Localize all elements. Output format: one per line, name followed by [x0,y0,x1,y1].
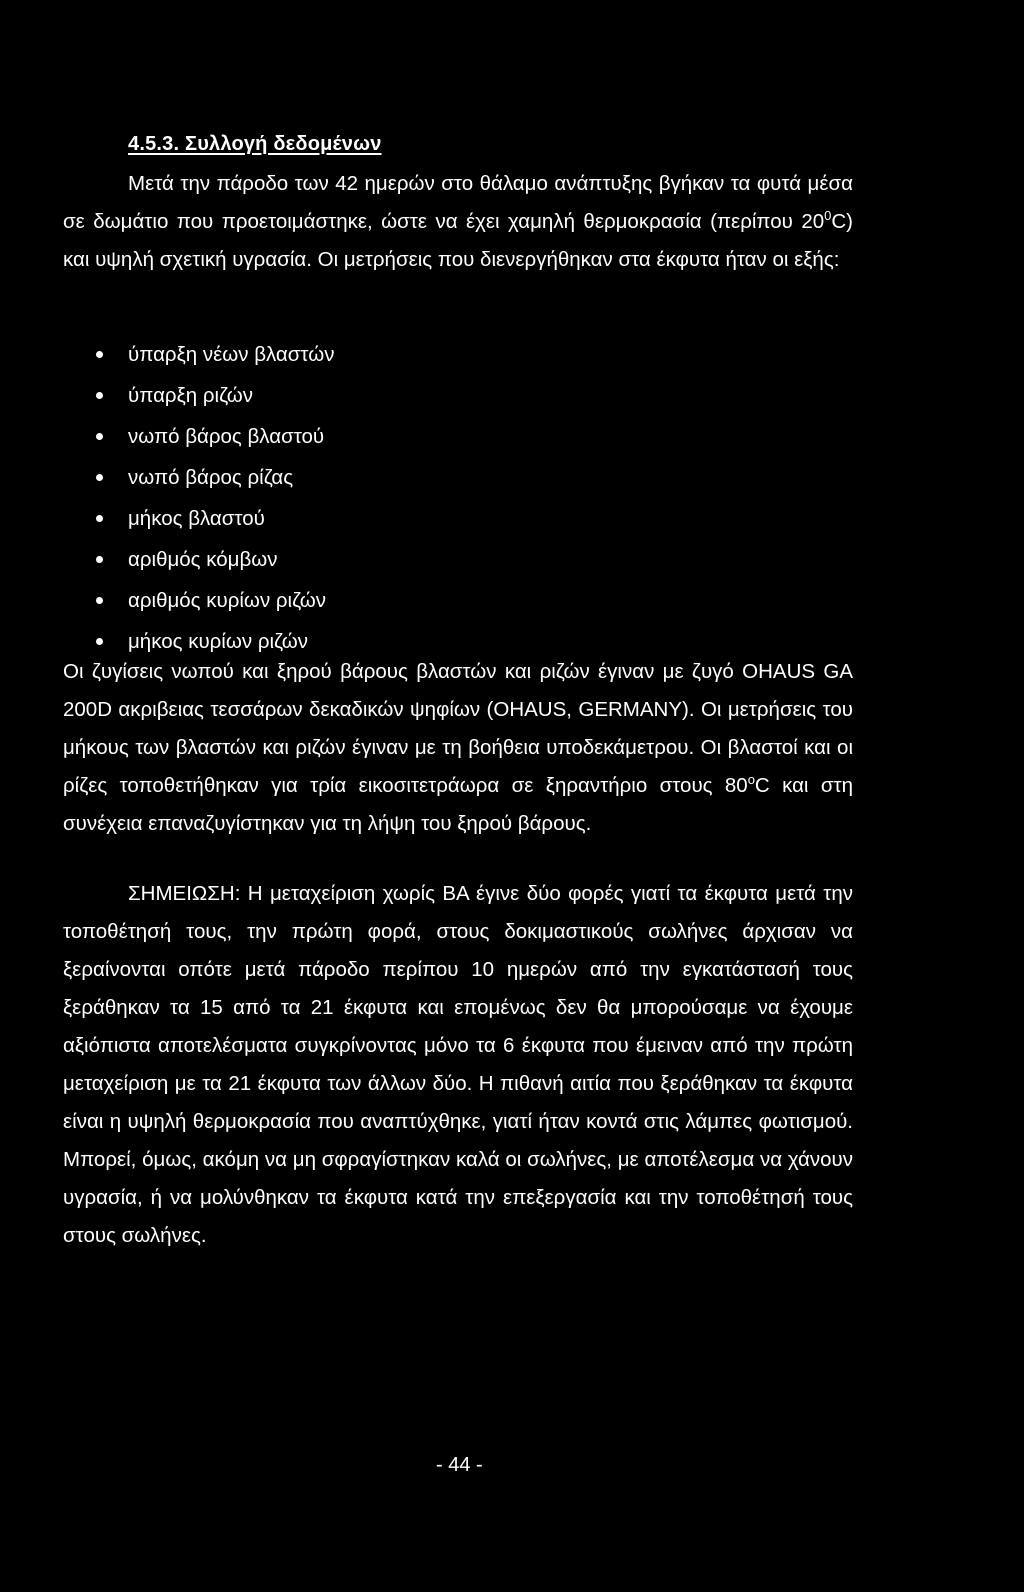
list-item-label: αριθμός κυρίων ριζών [128,589,327,612]
paragraph-intro-text-b: C) και υψηλή σχετική υγρασία. Οι μετρήσεις που διενεργήθηκαν στα έκφυτα ήταν οι εξής: [63,210,853,271]
list-item-label: αριθμός κόμβων [128,548,278,571]
paragraph-weighing [63,653,853,843]
list-item [90,457,335,498]
paragraph-note [63,875,853,1255]
list-item [90,498,335,539]
list-item [90,539,335,580]
list-item-label: μήκος βλαστού [128,507,265,530]
page-number: - 44 - [436,1454,483,1476]
bullet-icon [96,392,103,399]
list-item-label: ύπαρξη νέων βλαστών [128,343,335,366]
measurement-list [90,334,335,662]
paragraph-intro-text-a: Μετά την πάροδο των 42 ημερών στο θάλαμο ανάπτυξης βγήκαν τα φυτά μέσα σε δωμάτιο που προετοιμάστηκε, ώστε να έχει χαμηλή θερμοκρασία (περίπου 20 [63,172,853,233]
paragraph-intro [63,165,853,279]
bullet-icon [96,474,103,481]
list-item-label: ύπαρξη ριζών [128,384,253,407]
list-item [90,375,335,416]
bullet-icon [96,556,103,563]
bullet-icon [96,515,103,522]
list-item [90,416,335,457]
superscript-degree: o [747,772,755,787]
bullet-icon [96,351,103,358]
list-item [90,580,335,621]
list-item-label: μήκος κυρίων ριζών [128,630,308,653]
paragraph-note-text: ΣΗΜΕΙΩΣΗ: Η μεταχείριση χωρίς ΒΑ έγινε δύο φορές γιατί τα έκφυτα μετά την τοποθέτησή τους, την πρώτη φορά, στους δοκιμαστικούς σωλήνες άρχισαν να ξεραίνονται οπότε μετά πάροδο περίπου 10 ημερών από την εγκατάστασή τους ξεράθηκαν τα 15 από τα 21 έκφυτα και επομένως δεν θα μπορούσαμε να έχουμε αξιόπιστα αποτελέσματα συγκρίνοντας μόνο τα 6 έκφυτα που έμειναν από την πρώτη μεταχείριση με τα 21 έκφυτα των άλλων δύο. Η πιθανή αιτία που ξεράθηκαν τα έκφυτα είναι η υψηλή θερμοκρασία που αναπτύχθηκε, γιατί ήταν κοντά στις λάμπες φωτισμού. Μπορεί, όμως, ακόμη να μη σφραγίστηκαν καλά οι σωλήνες, με αποτέλεσμα να χάνουν υγρασία, ή να μολύνθηκαν τα έκφυτα κατά την επεξεργασία και την τοποθέτησή τους στους σωλήνες. [63,882,853,1247]
bullet-icon [96,638,103,645]
section-heading: 4.5.3. Συλλογή δεδομένων [128,133,382,155]
superscript-degree: 0 [824,208,832,223]
bullet-icon [96,433,103,440]
list-item-label: νωπό βάρος ρίζας [128,466,294,489]
list-item-label: νωπό βάρος βλαστού [128,425,325,448]
paragraph-weighing-text-a: Οι ζυγίσεις νωπού και ξηρού βάρους βλαστών και ριζών έγιναν με ζυγό OHAUS GA 200D ακριβειας τεσσάρων δεκαδικών ψηφίων (OHAUS, GERMANY). Οι μετρήσεις του μήκους των βλαστών και ριζών έγιναν με τη βοήθεια υποδεκάμετρου. Οι βλαστοί και οι ρίζες τοποθετήθηκαν για τρία εικοσιτετράωρα σε ξηραντήριο στους 80 [63,660,853,797]
list-item [90,334,335,375]
bullet-icon [96,597,103,604]
paragraph-weighing-text-b: C και στη συνέχεια επαναζυγίστηκαν για τη λήψη του ξηρού βάρους. [63,774,853,835]
